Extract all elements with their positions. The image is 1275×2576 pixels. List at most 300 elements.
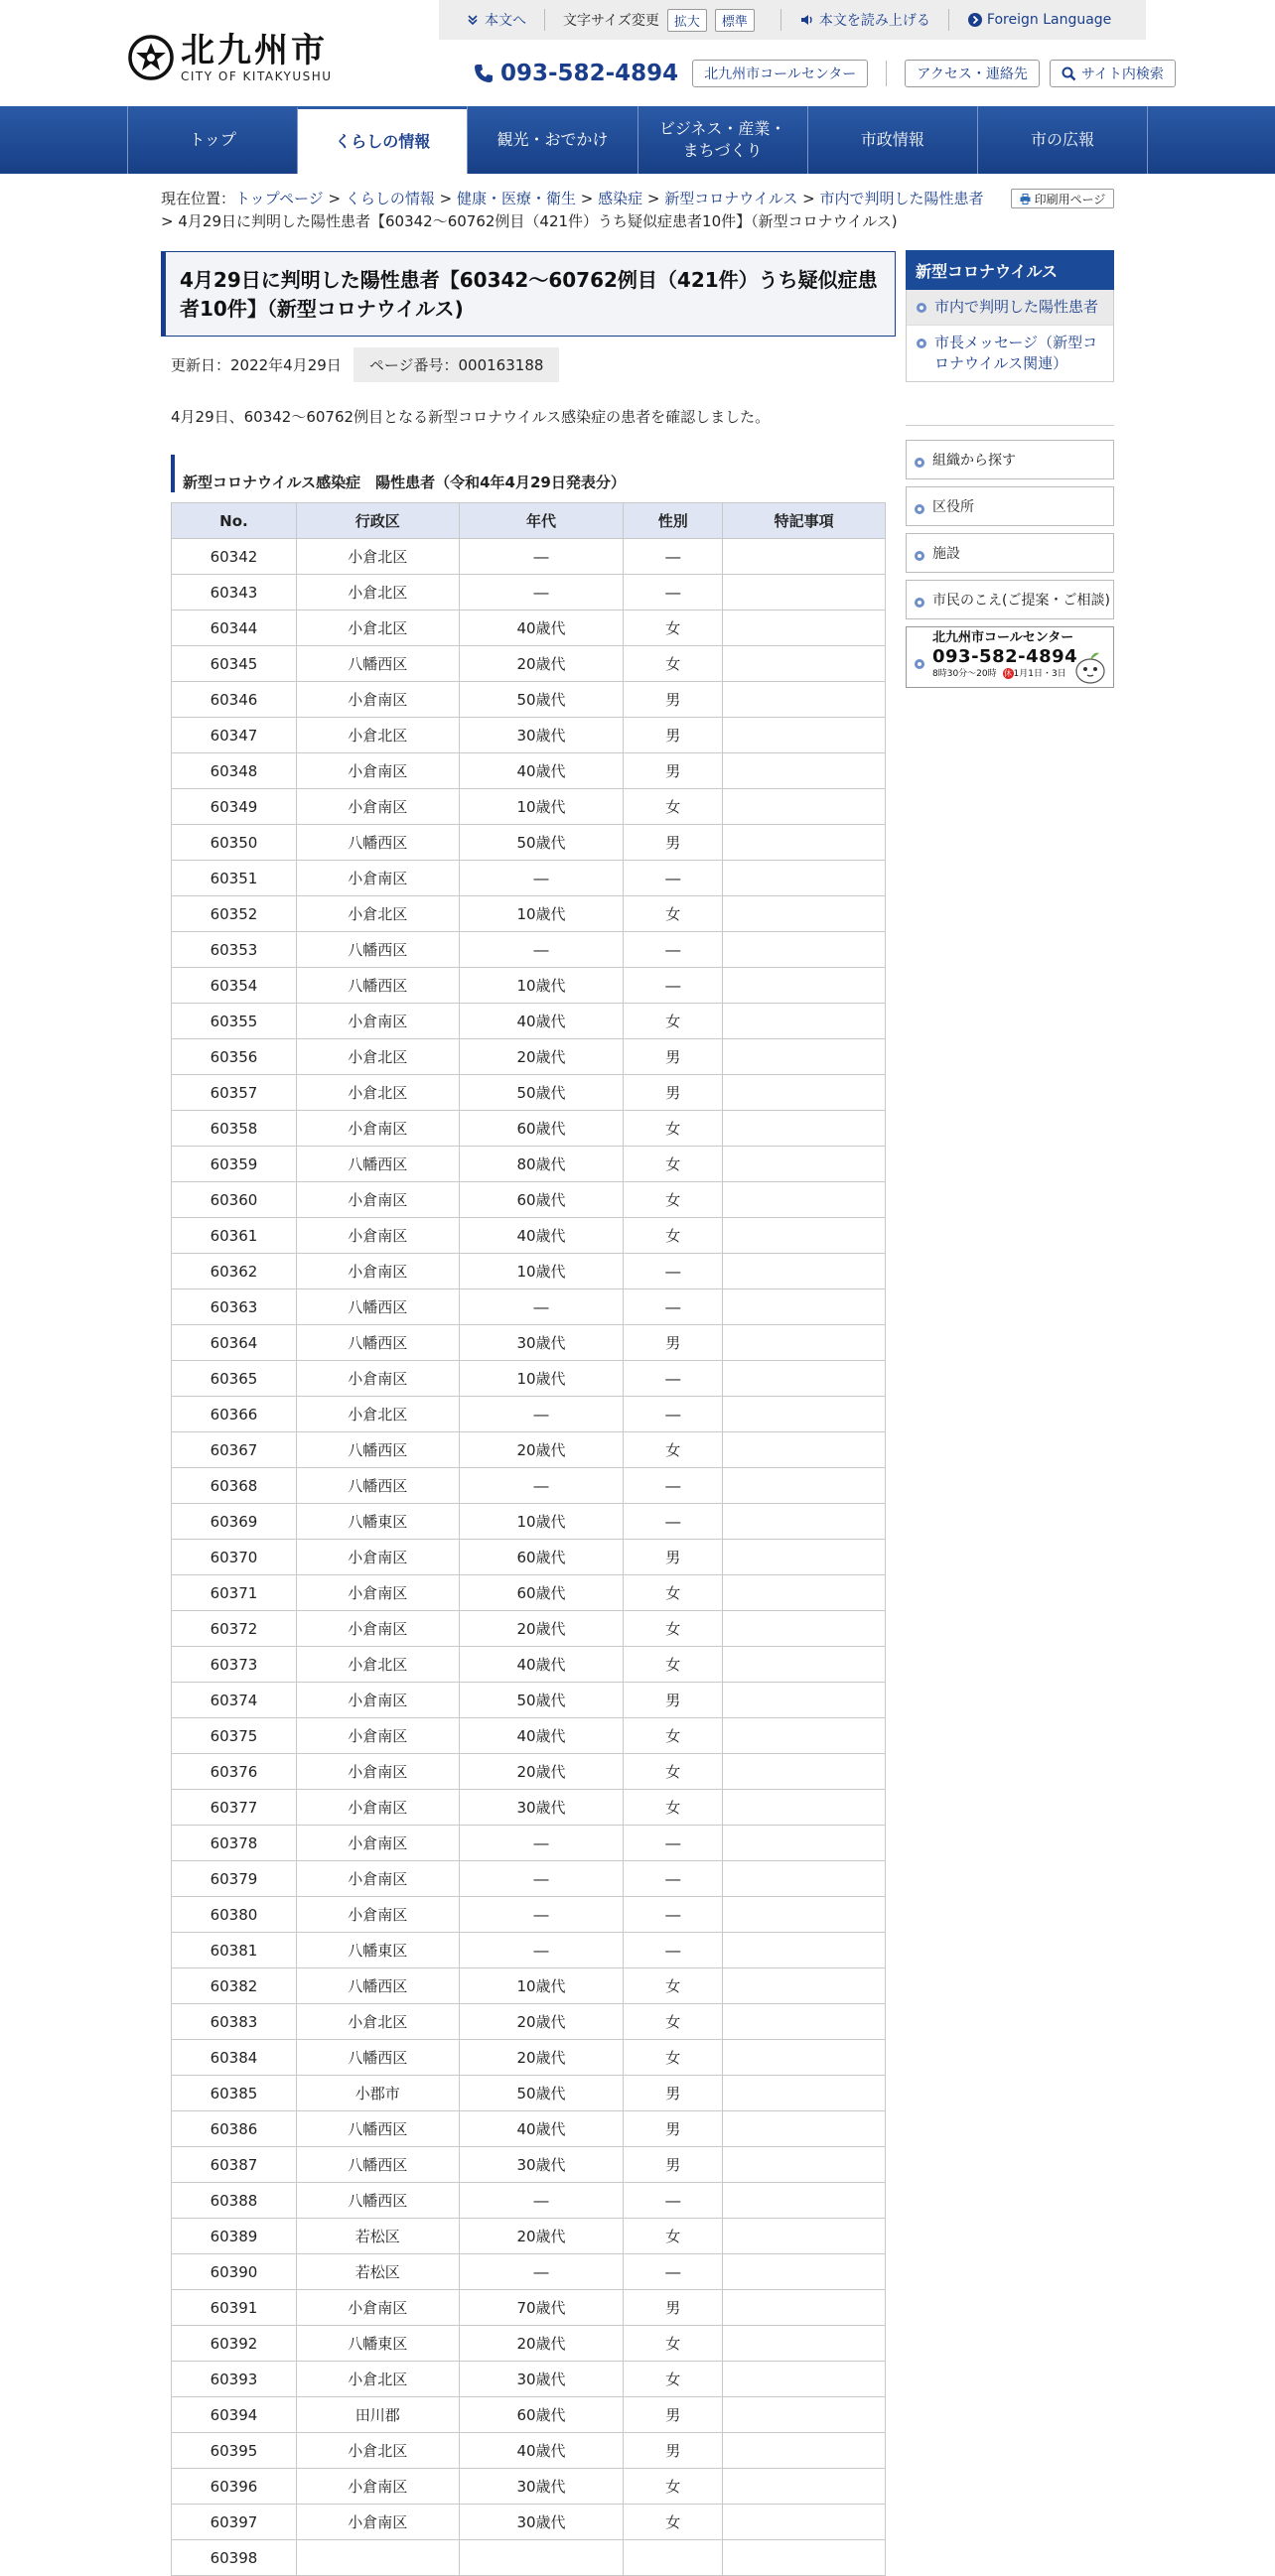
cell-no: 60371: [172, 1575, 297, 1611]
sidebar-item-mayor-message[interactable]: [907, 325, 1113, 381]
cell-sex: ―: [624, 1504, 723, 1540]
cell-sex: 女: [624, 2469, 723, 2505]
cell-ward: 小倉北区: [296, 1397, 459, 1432]
table-row: [172, 896, 886, 932]
table-row: [172, 2076, 886, 2111]
print-page-button[interactable]: 印刷用ページ: [1011, 189, 1114, 208]
cell-ward: 小郡市: [296, 2076, 459, 2111]
cell-ward: 八幡西区: [296, 1432, 459, 1468]
cell-ward: 小倉南区: [296, 1254, 459, 1289]
cell-notes: [723, 753, 886, 789]
call-center-banner[interactable]: [906, 626, 1114, 688]
cell-sex: 女: [624, 1218, 723, 1254]
cell-age: 60歳代: [459, 1540, 624, 1575]
cell-notes: [723, 968, 886, 1004]
cell-age: ―: [459, 1933, 624, 1968]
cell-sex: ―: [624, 1397, 723, 1432]
cell-age: 40歳代: [459, 753, 624, 789]
cell-ward: 八幡西区: [296, 1968, 459, 2004]
cell-sex: ―: [624, 575, 723, 610]
table-row: [172, 646, 886, 682]
table-row: [172, 1968, 886, 2004]
nav-item-city-info[interactable]: 市政情報: [807, 106, 977, 174]
sidebar-menu-citizens-voice[interactable]: 市民のこえ(ご提案・ご相談): [906, 580, 1114, 619]
cell-sex: 女: [624, 1182, 723, 1218]
cell-no: 60352: [172, 896, 297, 932]
cell-notes: [723, 718, 886, 753]
cell-notes: [723, 2004, 886, 2040]
cell-age: 30歳代: [459, 1325, 624, 1361]
cell-no: 60347: [172, 718, 297, 753]
cell-age: 70歳代: [459, 2290, 624, 2326]
table-row: [172, 1254, 886, 1289]
sidebar-item-positive-cases[interactable]: [907, 290, 1113, 325]
table-row: [172, 2290, 886, 2326]
cell-ward: 小倉南区: [296, 1826, 459, 1861]
cell-sex: 女: [624, 2326, 723, 2362]
cell-ward: 小倉南区: [296, 2290, 459, 2326]
cell-no: 60394: [172, 2397, 297, 2433]
logo-english: CITY OF KITAKYUSHU: [181, 69, 333, 83]
cell-no: 60369: [172, 1504, 297, 1540]
table-row: [172, 2040, 886, 2076]
cell-age: 20歳代: [459, 2326, 624, 2362]
cell-no: 60381: [172, 1933, 297, 1968]
cell-no: 60361: [172, 1218, 297, 1254]
cell-age: 60歳代: [459, 2397, 624, 2433]
cell-no: 60364: [172, 1325, 297, 1361]
cell-ward: 小倉南区: [296, 1540, 459, 1575]
cell-age: ―: [459, 575, 624, 610]
cell-age: 60歳代: [459, 1111, 624, 1147]
cell-sex: 男: [624, 2076, 723, 2111]
table-row: [172, 1683, 886, 1718]
cell-age: 50歳代: [459, 825, 624, 861]
cell-age: 20歳代: [459, 1611, 624, 1647]
cell-notes: [723, 1754, 886, 1790]
cell-ward: 八幡西区: [296, 646, 459, 682]
cell-age: ―: [459, 1897, 624, 1933]
cell-notes: [723, 1254, 886, 1289]
cell-ward: 小倉南区: [296, 1897, 459, 1933]
sidebar-menu-facilities[interactable]: 施設: [906, 533, 1114, 573]
cell-notes: [723, 825, 886, 861]
cell-sex: 女: [624, 2505, 723, 2540]
cell-no: 60359: [172, 1147, 297, 1182]
search-icon: [1062, 67, 1076, 81]
cell-ward: 小倉北区: [296, 2004, 459, 2040]
cell-sex: 女: [624, 1647, 723, 1683]
table-row: [172, 1861, 886, 1897]
site-logo[interactable]: [127, 30, 333, 85]
cell-ward: 八幡西区: [296, 968, 459, 1004]
table-row: [172, 575, 886, 610]
cell-no: 60374: [172, 1683, 297, 1718]
cell-sex: 男: [624, 718, 723, 753]
cell-ward: 小倉北区: [296, 539, 459, 575]
phone-number[interactable]: 093-582-4894: [473, 61, 678, 86]
cell-notes: [723, 539, 886, 575]
table-row: [172, 1790, 886, 1826]
cell-age: 20歳代: [459, 2004, 624, 2040]
breadcrumb-link-positive-cases[interactable]: 市内で判明した陽性患者: [819, 190, 984, 207]
cell-ward: 小倉南区: [296, 1218, 459, 1254]
sidebar-link-label[interactable]: 市長メッセージ（新型コロナウイルス関連）: [934, 334, 1098, 372]
table-row: [172, 2254, 886, 2290]
cell-notes: [723, 1147, 886, 1182]
cell-notes: [723, 2326, 886, 2362]
breadcrumb-link-infection[interactable]: 感染症: [598, 190, 643, 207]
utility-bar: [439, 0, 1146, 40]
cell-sex: ―: [624, 861, 723, 896]
cell-notes: [723, 646, 886, 682]
table-row: [172, 968, 886, 1004]
font-size-normal-button[interactable]: 標準: [715, 9, 755, 32]
cell-ward: 八幡東区: [296, 1504, 459, 1540]
cell-sex: ―: [624, 2183, 723, 2219]
cell-notes: [723, 1397, 886, 1432]
cell-notes: [723, 2183, 886, 2219]
arrow-down-icon: [465, 12, 481, 28]
sidebar-menu-ward-office[interactable]: 区役所: [906, 486, 1114, 526]
speaker-icon: [799, 12, 815, 28]
bullet-icon: [915, 458, 924, 468]
table-row: [172, 1325, 886, 1361]
divider: [886, 61, 887, 86]
cell-age: ―: [459, 2254, 624, 2290]
cell-notes: [723, 1468, 886, 1504]
table-row: [172, 2004, 886, 2040]
read-aloud-link[interactable]: 本文を読み上げる: [799, 10, 930, 30]
cell-no: 60357: [172, 1075, 297, 1111]
sidebar-link-label[interactable]: 市内で判明した陽性患者: [934, 298, 1099, 316]
cell-notes: [723, 1826, 886, 1861]
cell-notes: [723, 2469, 886, 2505]
table-row: [172, 682, 886, 718]
contact-row: [473, 57, 1176, 90]
cell-ward: 小倉北区: [296, 1647, 459, 1683]
table-row: [172, 2219, 886, 2254]
cell-no: 60358: [172, 1111, 297, 1147]
page-number: ページ番号：000163188: [354, 347, 560, 382]
cell-ward: 小倉南区: [296, 682, 459, 718]
site-header: [0, 0, 1275, 106]
cell-no: 60351: [172, 861, 297, 896]
nav-item-business[interactable]: ビジネス・産業・ まちづくり: [638, 106, 807, 174]
city-emblem-icon: [127, 34, 175, 81]
table-row: [172, 1540, 886, 1575]
cell-sex: 男: [624, 2147, 723, 2183]
table-row: [172, 1147, 886, 1182]
cell-no: 60353: [172, 932, 297, 968]
cell-age: ―: [459, 2183, 624, 2219]
cell-sex: 男: [624, 682, 723, 718]
cell-no: 60368: [172, 1468, 297, 1504]
cell-age: 20歳代: [459, 1754, 624, 1790]
cell-no: 60367: [172, 1432, 297, 1468]
cell-no: 60345: [172, 646, 297, 682]
divider: [780, 9, 781, 31]
cell-no: 60395: [172, 2433, 297, 2469]
skip-to-content-link[interactable]: 本文へ: [465, 10, 526, 30]
access-contact-button[interactable]: アクセス・連絡先: [905, 60, 1040, 87]
cell-age: 50歳代: [459, 2076, 624, 2111]
column-header-sex: 性別: [624, 503, 723, 539]
bullet-icon: [915, 504, 924, 514]
cell-notes: [723, 1075, 886, 1111]
cell-notes: [723, 1325, 886, 1361]
cell-ward: 若松区: [296, 2254, 459, 2290]
cell-no: 60360: [172, 1182, 297, 1218]
cell-ward: 小倉北区: [296, 575, 459, 610]
banner-title: 北九州市コールセンター: [932, 630, 1074, 645]
cell-sex: ―: [624, 2254, 723, 2290]
cell-no: 60392: [172, 2326, 297, 2362]
logo-japanese: 北九州市: [181, 31, 328, 70]
nav-item-tourism[interactable]: 観光・おでかけ: [467, 106, 637, 174]
cell-age: 10歳代: [459, 896, 624, 932]
breadcrumb-link-top[interactable]: トップページ: [235, 190, 324, 207]
cell-no: 60393: [172, 2362, 297, 2397]
cell-age: 30歳代: [459, 2147, 624, 2183]
cell-no: 60350: [172, 825, 297, 861]
cell-sex: 女: [624, 610, 723, 646]
cell-no: 60377: [172, 1790, 297, 1826]
cell-notes: [723, 932, 886, 968]
cell-notes: [723, 1683, 886, 1718]
bullet-icon: [917, 339, 926, 348]
cell-ward: 八幡西区: [296, 2111, 459, 2147]
cell-notes: [723, 575, 886, 610]
cell-ward: 若松区: [296, 2219, 459, 2254]
cell-notes: [723, 1540, 886, 1575]
table-row: [172, 1361, 886, 1397]
cell-ward: 小倉南区: [296, 1361, 459, 1397]
breadcrumb-link-health[interactable]: 健康・医療・衛生: [456, 190, 576, 207]
cell-sex: 女: [624, 2362, 723, 2397]
breadcrumb-link-living[interactable]: くらしの情報: [345, 190, 435, 207]
divider: [544, 9, 545, 31]
table-row: [172, 2397, 886, 2433]
cell-age: 20歳代: [459, 1039, 624, 1075]
table-row: [172, 1468, 886, 1504]
cell-sex: ―: [624, 1897, 723, 1933]
cell-age: 30歳代: [459, 2362, 624, 2397]
cell-no: 60362: [172, 1254, 297, 1289]
table-row: [172, 861, 886, 896]
cell-no: 60389: [172, 2219, 297, 2254]
breadcrumb-current: 4月29日に判明した陽性患者【60342～60762例目（421件）うち疑似症患者10件】（新型コロナウイルス): [178, 212, 898, 230]
banner-hours: 8時30分～20時 休 1月1日・3日: [932, 669, 1066, 679]
cell-ward: 小倉北区: [296, 1039, 459, 1075]
holiday-badge: 休: [1004, 669, 1013, 678]
cell-notes: [723, 1182, 886, 1218]
cell-sex: 男: [624, 1075, 723, 1111]
cell-ward: 田川郡: [296, 2397, 459, 2433]
cell-age: 80歳代: [459, 1147, 624, 1182]
cell-ward: 小倉南区: [296, 1575, 459, 1611]
column-header-notes: 特記事項: [723, 503, 886, 539]
table-row: [172, 1218, 886, 1254]
cell-ward: [296, 2540, 459, 2576]
cell-notes: [723, 1289, 886, 1325]
cell-sex: 女: [624, 2004, 723, 2040]
cell-sex: 男: [624, 2433, 723, 2469]
cell-ward: 小倉南区: [296, 1111, 459, 1147]
cell-sex: 女: [624, 2219, 723, 2254]
cell-sex: 女: [624, 1575, 723, 1611]
cell-sex: 女: [624, 789, 723, 825]
table-row: [172, 753, 886, 789]
cell-ward: 小倉南区: [296, 2469, 459, 2505]
phone-icon: [473, 63, 495, 84]
cell-sex: 女: [624, 646, 723, 682]
cell-age: ―: [459, 1397, 624, 1432]
nav-item-public-relations[interactable]: 市の広報: [977, 106, 1148, 174]
table-row: [172, 2183, 886, 2219]
cell-notes: [723, 1575, 886, 1611]
cell-sex: 女: [624, 1111, 723, 1147]
cell-age: ―: [459, 1861, 624, 1897]
cell-no: 60355: [172, 1004, 297, 1039]
table-row: [172, 789, 886, 825]
cell-age: 20歳代: [459, 2040, 624, 2076]
cell-age: 10歳代: [459, 1361, 624, 1397]
cell-ward: 八幡西区: [296, 1289, 459, 1325]
cell-ward: 小倉南区: [296, 753, 459, 789]
cell-no: 60380: [172, 1897, 297, 1933]
cell-age: 40歳代: [459, 2111, 624, 2147]
cell-no: 60379: [172, 1861, 297, 1897]
bullet-icon: [915, 659, 924, 669]
table-row: [172, 825, 886, 861]
cell-age: 20歳代: [459, 646, 624, 682]
cell-ward: 小倉南区: [296, 1182, 459, 1218]
cell-sex: 男: [624, 753, 723, 789]
cell-notes: [723, 2076, 886, 2111]
cell-age: ―: [459, 932, 624, 968]
cell-age: ―: [459, 861, 624, 896]
cell-no: 60382: [172, 1968, 297, 2004]
call-center-button[interactable]: 北九州市コールセンター: [692, 60, 868, 87]
global-nav: [0, 106, 1275, 174]
banner-tel: 093-582-4894: [932, 646, 1078, 667]
cell-ward: 小倉北区: [296, 2362, 459, 2397]
cell-no: 60342: [172, 539, 297, 575]
nav-item-living[interactable]: くらしの情報: [297, 106, 467, 174]
cell-ward: 小倉南区: [296, 1754, 459, 1790]
cell-sex: 女: [624, 1432, 723, 1468]
cell-age: 40歳代: [459, 610, 624, 646]
cell-sex: 女: [624, 1147, 723, 1182]
cell-ward: 八幡東区: [296, 2326, 459, 2362]
cell-ward: 八幡西区: [296, 825, 459, 861]
sidebar-menu-organization[interactable]: 組織から探す: [906, 440, 1114, 479]
cell-notes: [723, 610, 886, 646]
nav-item-top[interactable]: トップ: [127, 106, 297, 174]
cell-age: ―: [459, 1826, 624, 1861]
cell-age: 30歳代: [459, 718, 624, 753]
bullet-icon: [915, 598, 924, 608]
table-header-row: [172, 503, 886, 539]
cell-notes: [723, 896, 886, 932]
cell-notes: [723, 1968, 886, 2004]
cell-sex: 女: [624, 1968, 723, 2004]
cell-no: 60348: [172, 753, 297, 789]
cell-sex: 男: [624, 1683, 723, 1718]
table-row: [172, 1897, 886, 1933]
table-row: [172, 2362, 886, 2397]
cell-notes: [723, 861, 886, 896]
cell-notes: [723, 2147, 886, 2183]
cell-age: ―: [459, 1468, 624, 1504]
cell-no: 60387: [172, 2147, 297, 2183]
cell-age: 40歳代: [459, 1718, 624, 1754]
cell-sex: ―: [624, 932, 723, 968]
cell-notes: [723, 2290, 886, 2326]
cell-no: 60363: [172, 1289, 297, 1325]
cell-no: 60354: [172, 968, 297, 1004]
font-size-large-button[interactable]: 拡大: [667, 9, 707, 32]
table-row: [172, 539, 886, 575]
cell-age: 10歳代: [459, 1504, 624, 1540]
cell-age: 40歳代: [459, 2433, 624, 2469]
site-search-button[interactable]: サイト内検索: [1050, 60, 1176, 87]
cell-no: 60372: [172, 1611, 297, 1647]
sidebar-covid-box: [906, 250, 1114, 382]
cell-age: 50歳代: [459, 1683, 624, 1718]
cell-ward: 小倉北区: [296, 2433, 459, 2469]
column-header-age: 年代: [459, 503, 624, 539]
cell-sex: 男: [624, 1325, 723, 1361]
table-row: [172, 932, 886, 968]
positive-cases-table: [171, 502, 886, 2576]
cell-notes: [723, 1933, 886, 1968]
cell-no: 60373: [172, 1647, 297, 1683]
bullet-icon: [917, 303, 926, 313]
cell-age: 30歳代: [459, 2469, 624, 2505]
cell-sex: 男: [624, 2111, 723, 2147]
foreign-language-link[interactable]: Foreign Language: [967, 12, 1111, 28]
cell-sex: 男: [624, 1039, 723, 1075]
cell-no: 60376: [172, 1754, 297, 1790]
cell-sex: 女: [624, 2040, 723, 2076]
cell-ward: 八幡西区: [296, 2040, 459, 2076]
table-row: [172, 2540, 886, 2576]
cell-sex: 女: [624, 1004, 723, 1039]
cell-no: 60388: [172, 2183, 297, 2219]
table-row: [172, 2147, 886, 2183]
cell-notes: [723, 2540, 886, 2576]
cell-notes: [723, 1718, 886, 1754]
sidebar-divider: [906, 425, 1114, 426]
cell-sex: 男: [624, 2397, 723, 2433]
cell-notes: [723, 1111, 886, 1147]
cell-notes: [723, 1361, 886, 1397]
table-row: [172, 1754, 886, 1790]
printer-icon: [1020, 194, 1031, 204]
table-row: [172, 1933, 886, 1968]
breadcrumb-link-covid[interactable]: 新型コロナウイルス: [664, 190, 798, 207]
table-row: [172, 1432, 886, 1468]
cell-notes: [723, 2219, 886, 2254]
table-row: [172, 1111, 886, 1147]
cell-notes: [723, 1790, 886, 1826]
breadcrumb: 現在位置：トップページ > くらしの情報 > 健康・医療・衛生 > 感染症 > 新型コロナウイルス > 市内で判明した陽性患者 > 4月29日に判明した陽性患者【60342～60762例目（421件）うち疑似症患者10件】（新型コロナウイルス): [161, 190, 984, 230]
cell-ward: 小倉南区: [296, 2505, 459, 2540]
cell-notes: [723, 1039, 886, 1075]
cell-age: 10歳代: [459, 1968, 624, 2004]
